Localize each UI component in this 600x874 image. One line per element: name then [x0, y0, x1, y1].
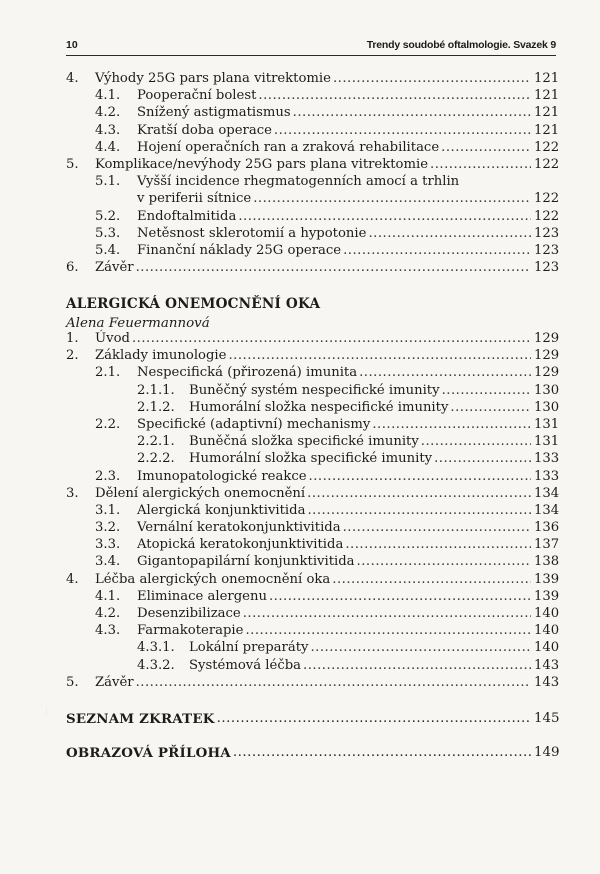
toc-entry-label: Finanční náklady 25G operace	[137, 242, 342, 258]
leader-dots	[253, 190, 531, 207]
leader-dots	[245, 622, 531, 639]
toc-entry[interactable]	[66, 382, 558, 399]
leader-dots	[132, 330, 531, 347]
leader-dots	[136, 259, 531, 276]
toc-entry-label: Základy imunologie	[95, 348, 227, 364]
leader-dots	[217, 710, 531, 728]
toc-entry[interactable]	[66, 674, 558, 691]
leader-dots	[269, 588, 531, 605]
leader-dots	[309, 468, 531, 485]
toc-entry-number: 4.3.	[95, 623, 121, 639]
toc-entry-number: 3.1.	[95, 502, 121, 518]
toc-entry-number: 4.1.	[95, 588, 121, 604]
toc-entry[interactable]	[66, 364, 558, 381]
toc-entry-number: 3.4.	[95, 554, 121, 570]
toc-entry-page: 139	[534, 571, 560, 587]
toc-entry[interactable]	[66, 433, 558, 450]
toc-entry[interactable]	[66, 242, 558, 259]
toc-entry-label: SEZNAM ZKRATEK	[66, 711, 215, 727]
toc-entry-number: 1.	[66, 331, 79, 346]
toc-entry-page: 121	[534, 88, 560, 104]
leader-dots	[430, 156, 531, 173]
toc-entry-page: 122	[534, 208, 560, 224]
toc-entry-number: 4.3.1.	[137, 640, 175, 656]
toc-entry-number: 4.2.	[95, 105, 121, 121]
toc-entry-page: 130	[534, 382, 560, 398]
toc-entry-label: Kratší doba operace	[137, 122, 272, 138]
leader-dots	[434, 450, 531, 467]
leader-dots	[368, 225, 531, 242]
toc-entry-number: 5.3.	[95, 225, 121, 241]
toc-entry[interactable]	[66, 330, 558, 347]
toc-entry-label: v periferii sítnice	[137, 191, 252, 207]
toc-entry[interactable]	[66, 122, 558, 139]
toc-entry-page: 137	[534, 537, 560, 553]
toc-entry-label: Specifické (adaptivní) mechanismy	[137, 416, 371, 432]
toc-entry[interactable]	[66, 156, 558, 173]
toc-entry-label: Nespecifická (přirozená) imunita	[137, 365, 358, 381]
toc-entry[interactable]	[66, 104, 558, 121]
toc-entry[interactable]	[66, 70, 558, 87]
toc-entry-page: 131	[534, 416, 560, 432]
toc-entry-number: 2.1.	[95, 365, 121, 381]
toc-entry-page: 140	[534, 606, 560, 621]
toc-entry-label: Hojení operačních ran a zraková rehabilitace	[137, 139, 440, 155]
toc-entry-label: Atopická keratokonjunktivitida	[137, 537, 344, 553]
toc-entry-label: OBRAZOVÁ PŘÍLOHA	[66, 745, 231, 761]
toc-entry-label: Závěr	[95, 260, 134, 276]
toc-entry-number: 3.2.	[95, 520, 121, 536]
toc-entry[interactable]	[66, 536, 558, 553]
page-header	[66, 37, 556, 56]
toc-entry-label: Závěr	[95, 674, 134, 690]
toc-entry[interactable]	[66, 571, 558, 588]
section-author: Alena Feuermannová	[66, 316, 210, 331]
toc-entry-number: 2.	[66, 348, 79, 364]
toc-entry[interactable]	[66, 553, 558, 570]
toc-entry-label: Buněčná složka specifické imunity	[189, 434, 419, 450]
toc-entry[interactable]	[66, 416, 558, 433]
toc-entry-number: 2.1.2.	[137, 399, 175, 415]
toc-entry-number: 5.	[66, 156, 79, 172]
toc-entry-label: Vernální keratokonjunktivitida	[137, 520, 341, 536]
toc-entry-page: 139	[534, 588, 560, 604]
toc-entry-label: Úvod	[95, 331, 130, 346]
toc-entry-label: Netěsnost sklerotomií a hypotonie	[137, 225, 367, 241]
toc-entry-page: 129	[534, 348, 560, 364]
toc-entry-page: 143	[534, 674, 560, 690]
running-title: Trendy soudobé oftalmologie. Svazek 9	[366, 39, 556, 51]
toc-entry-number: 4.2.	[95, 606, 121, 621]
toc-entry-label: Komplikace/nevýhody 25G pars plana vitrektomie	[95, 156, 428, 172]
toc-entry-label: Pooperační bolest	[137, 88, 257, 104]
leader-dots	[343, 519, 531, 536]
toc-entry-label: Gigantopapilární konjunktivitida	[137, 554, 355, 570]
toc-entry-label: Farmakoterapie	[137, 623, 244, 639]
toc-entry-page: 121	[534, 122, 560, 138]
leader-dots	[310, 639, 531, 656]
toc-entry-number: 2.2.	[95, 416, 121, 432]
page-number: 10	[66, 39, 78, 51]
toc-entry[interactable]	[66, 208, 558, 225]
leader-dots	[359, 364, 531, 381]
toc-entry-label: Humorální složka nespecifické imunity	[189, 399, 449, 415]
toc-entry-label: Humorální složka specifické imunity	[189, 451, 433, 467]
toc-entry-page: 123	[534, 242, 560, 258]
leader-dots	[238, 208, 531, 225]
toc-entry-label: Snížený astigmatismus	[137, 105, 291, 121]
toc-entry-page: 121	[534, 71, 560, 86]
leader-dots	[233, 744, 531, 762]
leader-dots	[258, 87, 531, 104]
toc-entry-page: 122	[534, 156, 560, 172]
toc-entry-number: 2.2.2.	[137, 451, 175, 467]
toc-entry-label: Lokální preparáty	[189, 640, 309, 656]
toc-entry-page: 130	[534, 399, 560, 415]
toc-entry-label: Výhody 25G pars plana vitrektomie	[95, 71, 331, 86]
toc-entry-page: 133	[534, 468, 560, 484]
toc-entry-number: 4.3.	[95, 122, 121, 138]
toc-entry-label: Buněčný systém nespecifické imunity	[189, 382, 440, 398]
leader-dots	[228, 347, 531, 364]
toc-entry-number: 4.4.	[95, 139, 121, 155]
leader-dots	[274, 122, 531, 139]
leader-dots	[243, 605, 531, 622]
leader-dots	[136, 674, 531, 691]
toc-entry-page: 136	[534, 520, 560, 536]
leader-dots	[357, 553, 531, 570]
leader-dots	[343, 242, 531, 259]
toc-entry[interactable]	[66, 87, 558, 104]
toc-entry[interactable]	[66, 190, 558, 207]
toc-entry-abbreviations[interactable]	[66, 710, 558, 728]
section-title: ALERGICKÁ ONEMOCNĚNÍ OKA	[66, 296, 321, 312]
toc-entry-page: 131	[534, 434, 560, 450]
toc-entry[interactable]	[66, 657, 558, 674]
toc-entry-number: 2.3.	[95, 468, 121, 484]
toc-entry[interactable]	[66, 502, 558, 519]
toc-entry-page: 129	[534, 331, 560, 346]
toc-entry-page: 121	[534, 105, 560, 121]
toc-entry-number: 4.	[66, 571, 79, 587]
toc-entry-label: Imunopatologické reakce	[137, 468, 307, 484]
toc-entry-number: 5.2.	[95, 208, 121, 224]
toc-entry-page: 138	[534, 554, 560, 570]
toc-entry-page: 122	[534, 139, 560, 155]
toc-entry[interactable]	[66, 485, 558, 502]
leader-dots	[307, 485, 531, 502]
toc-entry-number: 5.	[66, 674, 79, 690]
toc-entry-label: Eliminace alergenu	[137, 588, 267, 604]
toc-entry-page: 149	[534, 745, 560, 760]
toc-entry-number: 3.3.	[95, 537, 121, 553]
toc-entry-page: 140	[534, 623, 560, 639]
toc-entry-page: 123	[534, 260, 560, 276]
leader-dots	[332, 571, 531, 588]
leader-dots	[372, 416, 531, 433]
leader-dots	[461, 173, 531, 190]
toc-part-2	[66, 330, 558, 691]
leader-dots	[307, 502, 531, 519]
toc-entry-page: 140	[534, 640, 560, 656]
toc-entry-number: 3.	[66, 485, 79, 501]
toc-entry[interactable]	[66, 347, 558, 364]
toc-entry[interactable]	[66, 468, 558, 485]
toc-entry-label: Dělení alergických onemocnění	[95, 485, 306, 501]
toc-entry-page: 145	[534, 711, 560, 726]
toc-entry[interactable]	[66, 605, 558, 622]
toc-entry-number: 6.	[66, 260, 79, 276]
toc-entry-label: Léčba alergických onemocnění oka	[95, 571, 331, 587]
leader-dots	[441, 139, 531, 156]
toc-entry-number: 4.1.	[95, 88, 121, 104]
toc-entry-number: 5.1.	[95, 174, 121, 190]
toc-entry-page	[534, 173, 558, 190]
toc-entry[interactable]	[66, 588, 558, 605]
leader-dots	[421, 433, 531, 450]
toc-entry-label: Endoftalmitida	[137, 208, 237, 224]
toc-entry-number: 5.4.	[95, 242, 121, 258]
toc-entry-page: 134	[534, 485, 560, 501]
toc-entry-page: 129	[534, 365, 560, 381]
toc-entry[interactable]	[66, 639, 558, 656]
toc-entry-number: 2.2.1.	[137, 434, 175, 450]
toc-entry[interactable]	[66, 173, 558, 190]
toc-entry-number: 2.1.1.	[137, 382, 175, 398]
toc-entry-label: Desenzibilizace	[137, 606, 241, 621]
toc-entry[interactable]	[66, 259, 558, 276]
toc-entry-page: 123	[534, 225, 560, 241]
toc-entry-page: 143	[534, 657, 560, 673]
leader-dots	[450, 399, 531, 416]
toc-entry-image-appendix[interactable]	[66, 744, 558, 762]
toc-entry-label: Vyšší incidence rhegmatogenních amocí a trhlin	[137, 174, 460, 190]
toc-entry-page: 133	[534, 451, 560, 467]
toc-entry-label: Systémová léčba	[189, 657, 302, 673]
toc-entry-page: 122	[534, 191, 560, 207]
toc-entry-label: Alergická konjunktivitida	[137, 502, 306, 518]
toc-entry-number: 4.	[66, 71, 79, 86]
toc-entry[interactable]	[66, 399, 558, 416]
toc-entry[interactable]	[66, 450, 558, 467]
toc-part-1	[66, 70, 558, 276]
pencil-mark	[46, 683, 47, 738]
toc-entry-page: 134	[534, 502, 560, 518]
toc-entry[interactable]	[66, 622, 558, 639]
leader-dots	[303, 657, 531, 674]
toc-entry[interactable]	[66, 139, 558, 156]
toc-entry[interactable]	[66, 519, 558, 536]
toc-entry-number: 4.3.2.	[137, 657, 175, 673]
leader-dots	[333, 70, 531, 87]
leader-dots	[345, 536, 531, 553]
toc-entry[interactable]	[66, 225, 558, 242]
leader-dots	[293, 104, 531, 121]
leader-dots	[442, 382, 531, 399]
